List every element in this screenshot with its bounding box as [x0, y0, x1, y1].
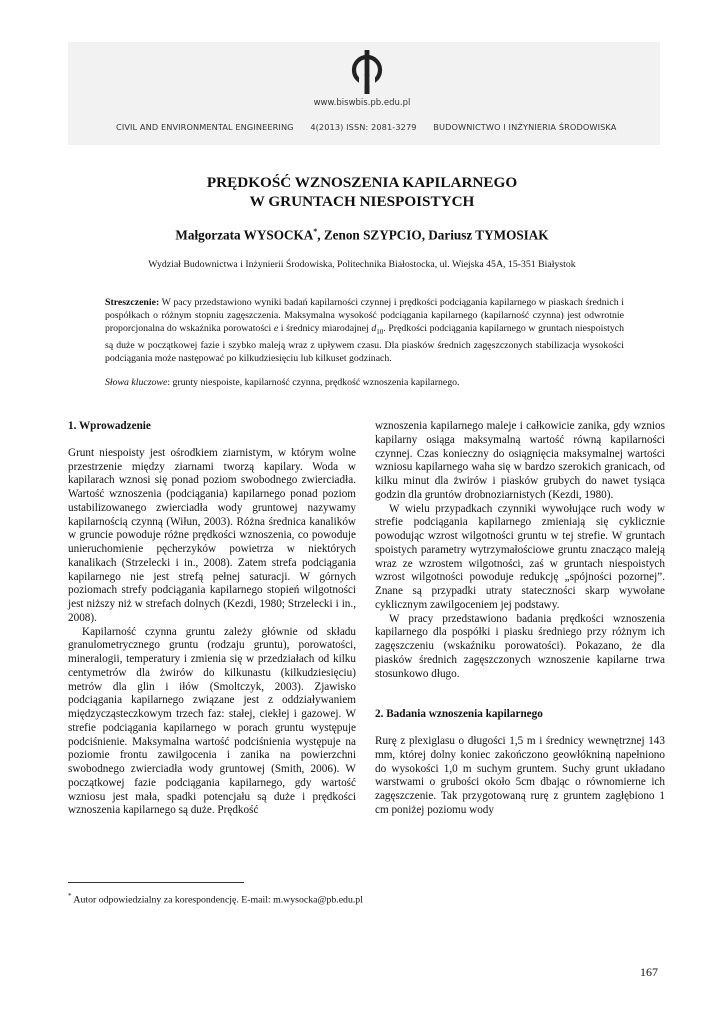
footnote-mark: *: [68, 892, 72, 900]
paper-title-line-1: PRĘDKOŚĆ WZNOSZENIA KAPILARNEGO: [206, 174, 518, 191]
section-1-paragraph-2: Kapilarność czynna gruntu zależy głównie od składu granulometrycznego gruntu (rodzaju gruntu), porowatości, mineralogii, temperatury i zmienia się w przedziałach od kilku centymetrów dla żwirów do kilkunastu (kilkudziesięciu) metrów dla glin i iłów (Smoltczyk, 2003). Zjawisko podciągania kapilarnego związane jest z oddziaływaniem międzycząsteczkowym trzech faz: stałej, ciekłej i gazowej. W strefie podciągania kapilarnego w porach gruntu występuje podciśnienie. Maksymalna wartość podciśnienia występuje na poziomie frontu zawilgocenia i zanika na powierzchni swobodnego zwierciadła wody gruntowej (Smith, 2006). W początkowej fazie podciągania kapilarnego, gdy wartość wzniosu jest mała, spadki potencjału są duże i prędkości wznoszenia kapilarnego są duże. Prędkość: [68, 625, 356, 817]
section-1-paragraph-3: wznoszenia kapilarnego maleje i całkowicie zanika, gdy wznios kapilarny osiąga maksymalną wartość równą kapilarności czynnej. Czas konieczny do osiągnięcia maksymalnej wartości wzniosu kapilarnego waha się w bardzo szerokich granicach, od kilku minut dla żwirów i piasków grubych do nawet tysiąca godzin dla gruntów drobnoziarnistych (Kezdi, 1980).: [375, 420, 665, 501]
abstract-text-2: i średnicy miarodajnej: [278, 323, 372, 335]
var-d-subscript: 10: [376, 328, 384, 337]
corresponding-mark: *: [313, 227, 318, 236]
journal-url[interactable]: www.biswbis.pb.edu.pl: [313, 98, 411, 108]
spacer: [375, 722, 665, 735]
section-1-paragraph-4: W wielu przypadkach czynniki wywołujące ruch wody w strefie podciągania kapilarnego zmieniają się cyklicznie powodując wzrost wilgotności gruntu w tej strefie. W gruntach spoistych parametry wytrzymałościowe gruntu znacząco maleją wraz ze wzrostem wilgotności, zaś w gruntach niespoistych wzrost wilgotności powoduje redukcję „spójności pozornej”. Znane są przypadki utraty stateczności skarp wywołane cyklicznym zawilgoceniem jej podstawy.: [375, 502, 665, 611]
page-number: 167: [640, 965, 658, 979]
spacer: [68, 434, 356, 447]
journal-name-pl: BUDOWNICTWO I INŻYNIERIA ŚRODOWISKA: [433, 122, 617, 132]
abstract-text-3: . Prędkości podciągania kapilarnego w gruntach niespoistych są duże w początkowej fazie i szybko maleją wraz z upływem czasu. Dla piasków średnich zagęszczonych stabilizacja wysokości podciągania może następować po kilkudziesięciu lub kilkuset godzinach.: [105, 323, 624, 365]
section-1-heading: 1. Wprowadzenie: [68, 420, 151, 432]
journal-issue-issn: 4(2013) ISSN: 2081-3279: [310, 122, 417, 132]
abstract: [105, 296, 624, 365]
paper-title: [0, 173, 724, 211]
footnote-divider: [68, 882, 244, 883]
university-logo: [337, 46, 397, 98]
journal-info-line: [116, 122, 624, 132]
paper-title-line-2: W GRUNTACH NIESPOISTYCH: [249, 193, 475, 210]
section-2-paragraph-1: Rurę z plexiglasu o długości 1,5 m i średnicy wewnętrznej 143 mm, której dolny koniec zakończono geowłókniną napełniono do wysokości 1,0 m suchym gruntem. Suchy grunt układano warstwami o grubości około 5cm dbając o równomierne ich zagęszczenie. Tak przygotowaną rurę z gruntem zagłębiono 1 cm poniżej poziomu wody: [375, 735, 665, 816]
author-corresponding: Małgorzata WYSOCKA: [175, 227, 314, 243]
university-logo-icon: [337, 46, 397, 98]
keywords-text: : grunty niespoiste, kapilarność czynna, prędkość wznoszenia kapilarnego.: [167, 377, 460, 388]
section-2-heading: 2. Badania wznoszenia kapilarnego: [375, 708, 543, 721]
author-others: , Zenon SZYPCIO, Dariusz TYMOSIAK: [317, 227, 549, 243]
var-d: d: [371, 323, 377, 335]
var-e: e: [273, 323, 279, 335]
section-1-paragraph-5: W pracy przedstawiono badania prędkości wznoszenia kapilarnego dla pospółki i piasku średniego przy różnym ich zagęszczeniu (wskaźniku porowatości). Pokazano, że dla piasków średnich zagęszczonych wznoszenie kapilarne trwa stosunkowo długo.: [375, 612, 665, 680]
affiliation: Wydział Budownictwa i Inżynierii Środowiska, Politechnika Białostocka, ul. Wiejska 45A, 15-351 Białystok: [148, 259, 576, 270]
column-left: [68, 420, 356, 818]
keywords: [105, 376, 624, 389]
abstract-text-1: W pacy przedstawiono wyniki badań kapilarności czynnej i prędkości podciągania kapilarnego w piaskach średnich i pospółkach o różnym stopniu zagęszczenia. Maksymalna wysokość podciągania kapilarnego (kapilarność czynna) jest odwrotnie proporcjonalna do wskaźnika porowatości: [105, 297, 624, 335]
author-list: [0, 227, 724, 243]
abstract-label: Streszczenie:: [105, 297, 160, 308]
footnote: [68, 892, 628, 905]
keywords-label: Słowa kluczowe: [105, 377, 168, 388]
column-right: [375, 420, 665, 818]
footnote-text: Autor odpowiedzialny za korespondencję. E-mail: m.wysocka@pb.edu.pl: [71, 894, 363, 906]
section-1-paragraph-1: Grunt niespoisty jest ośrodkiem ziarnistym, w którym wolne przestrzenie między ziarnami tworzą kapilary. Woda w kapilarach wznosi się ponad poziom swobodnego zwierciadła. Wartość wznoszenia (podciągania) kapilarnego ponad poziom ustabilizowanego zwierciadła wody gruntowej nazywamy kapilarnością czynną (Wiłun, 2003). Różna średnica kanalików w gruncie powoduje różne prędkości wznoszenia, co powoduje unieruchomienie pęcherzyków powietrza w niektórych kanalikach (Strzelecki i in., 2008). Zatem strefa podciągania kapilarnego nie jest strefą pełnej saturacji. W górnych poziomach strefy podciągania kapilarnego stopień wilgotności jest niższy niż w strefach dolnych (Kezdi, 1980; Strzelecki i in., 2008).: [68, 446, 356, 624]
journal-name-en: CIVIL AND ENVIRONMENTAL ENGINEERING: [116, 122, 294, 132]
spacer: [375, 681, 665, 708]
